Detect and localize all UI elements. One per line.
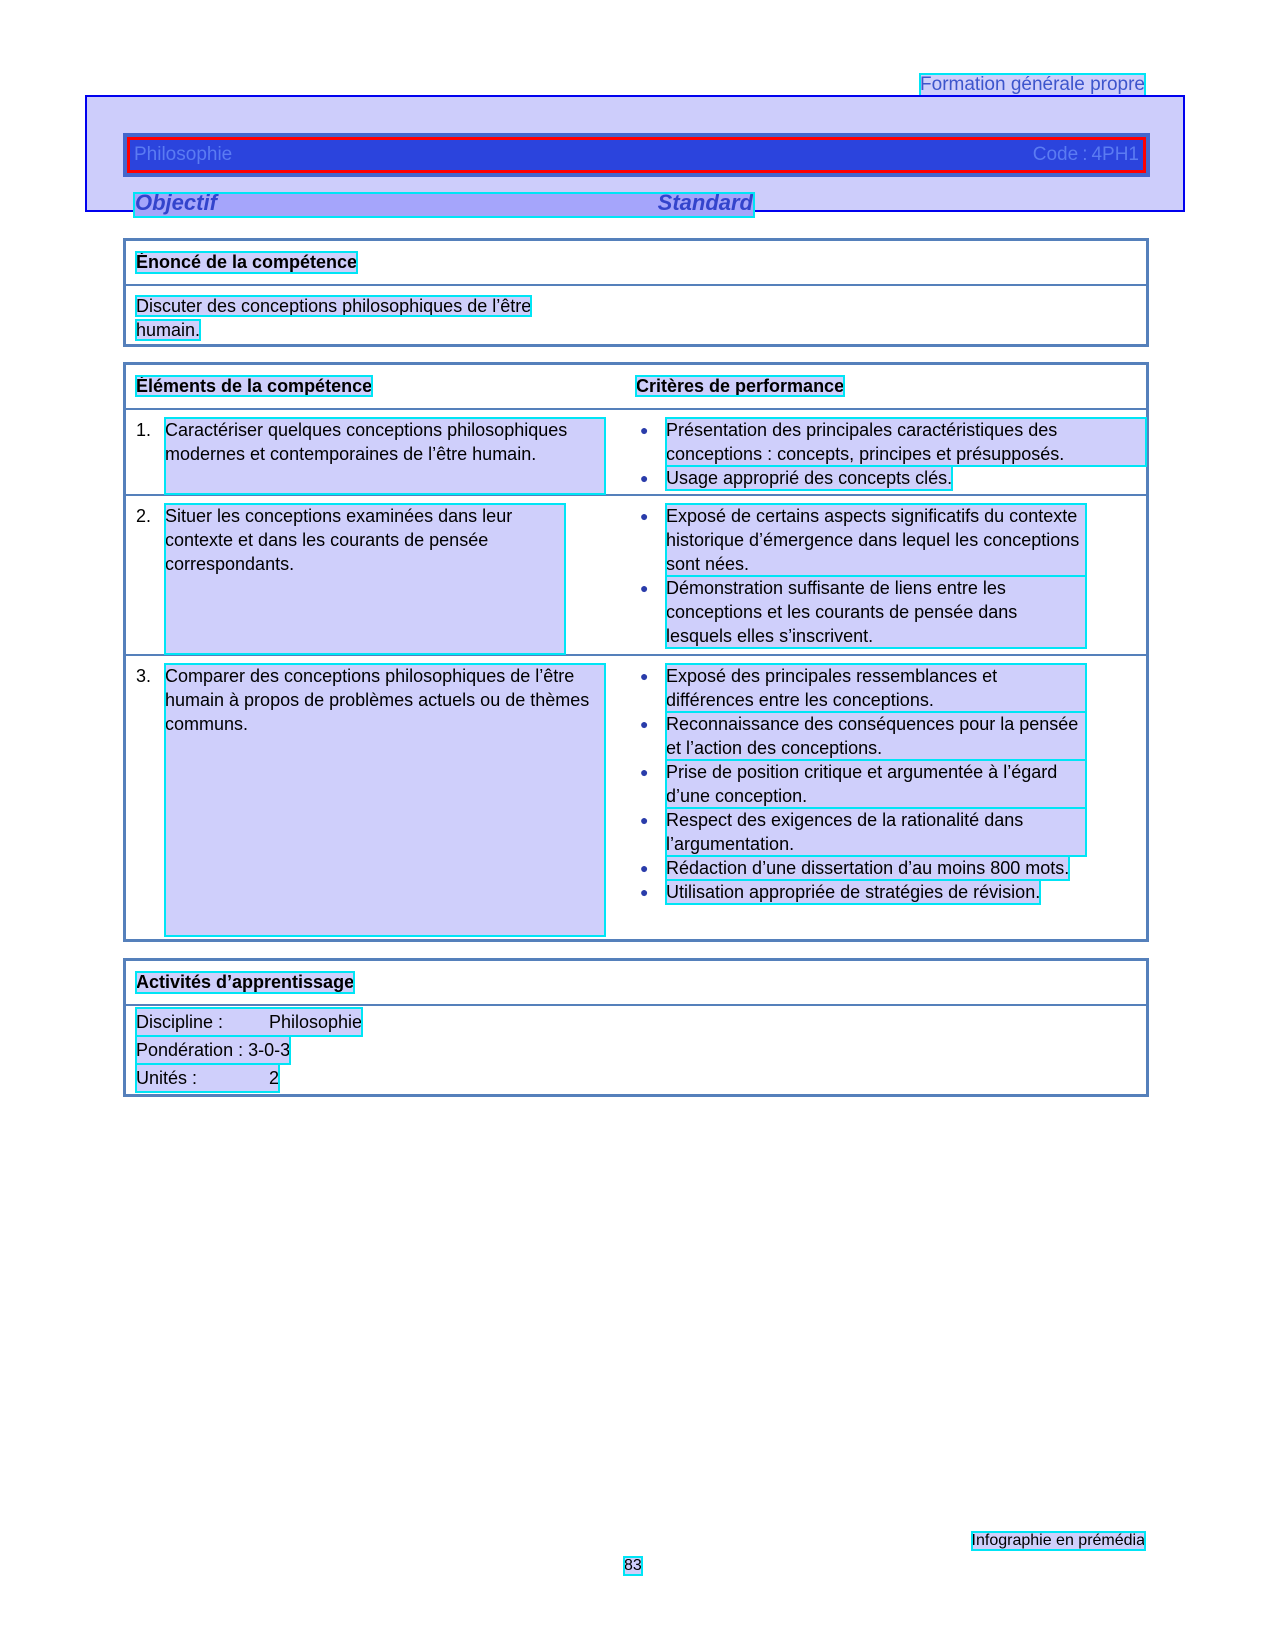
criterion-item: ● Présentation des principales caractéristiques des conceptions : concepts, principes et présupposés. [636,418,1146,466]
objectif-standard-row [135,190,753,216]
code-value: 4PH1 [1091,144,1139,165]
criterion-item: ● Rédaction d’une dissertation d’au moins 800 mots. [636,856,1086,880]
criterion-item: ● Exposé des principales ressemblances et différences entre les conceptions. [636,664,1086,712]
criterion-item: ● Respect des exigences de la rationalité dans l’argumentation. [636,808,1086,856]
bullet-icon: ● [640,812,649,828]
discipline-row: Discipline : Philosophie [136,1008,1136,1036]
activites-card [123,958,1149,1097]
title-bar [123,133,1150,177]
bullet-icon: ● [640,470,649,486]
objectif-label: Objectif [135,190,217,215]
elements-card [123,362,1149,942]
enonce-heading: Énoncé de la compétence [136,252,358,272]
element-row-3: 3. Comparer des conceptions philosophiques de l’être humain à propos de problèmes actuels ou de thèmes communs. ● Exposé des principales ressemblances et différences entre les conceptions. ● Reconnaissance des conséquences pour la pensée et l’action des conceptions. ● Prise de position critique et argumentée à l’égard d’une conception. ● Respect des exigences de la rationalité dans l’argumentation. ● Rédaction d’une dissertation d’au moins 800 mots. ● Utilisation appropriée de stratégies de révision. [126,654,1146,936]
code-separator: : [1082,144,1088,165]
activites-heading: Activités d’apprentissage [136,972,355,992]
enonce-card [123,238,1149,347]
bullet-icon: ● [640,716,649,732]
bullet-icon: ● [640,884,649,900]
course-code [1033,144,1139,166]
criterion-item: ● Exposé de certains aspects significatifs du contexte historique d’émergence dans lequel les conceptions sont nées. [636,504,1086,576]
course-title: Philosophie [134,144,233,165]
bullet-icon: ● [640,668,649,684]
criterion-item: ● Usage approprié des concepts clés. [636,466,1146,490]
standard-label: Standard [657,190,753,215]
code-label: Code [1032,144,1079,165]
enonce-text: Discuter des conceptions philosophiques de l’être humain. [136,296,532,340]
criteria-heading: Critères de performance [636,376,845,396]
elements-heading: Éléments de la compétence [136,376,373,396]
course-header [85,95,1185,215]
bullet-icon: ● [640,580,649,596]
element-text: Situer les conceptions examinées dans leur contexte et dans les courants de pensée correspondants. [165,504,565,654]
criterion-item: ● Utilisation appropriée de stratégies de révision. [636,880,1086,904]
unites-row: Unités : 2 [136,1064,1136,1092]
criterion-item: ● Prise de position critique et argumentée à l’égard d’une conception. [636,760,1086,808]
element-row-1: 1. Caractériser quelques conceptions philosophiques modernes et contemporaines de l’être humain. ● Présentation des principales caractéristiques des conceptions : concepts, principes et présupposés. ● Usage approprié des concepts clés. [126,408,1146,494]
section-label: Formation générale propre [920,74,1145,95]
element-row-2: 2. Situer les conceptions examinées dans leur contexte et dans les courants de pensée correspondants. ● Exposé de certains aspects significatifs du contexte historique d’émergence dans lequel les conceptions sont nées. ● Démonstration suffisante de liens entre les conceptions et les courants de pensée dans lesquels elles s’inscrivent. [126,494,1146,654]
bullet-icon: ● [640,422,649,438]
bullet-icon: ● [640,764,649,780]
page-number: 83 [624,1557,642,1574]
criterion-item: ● Démonstration suffisante de liens entre les conceptions et les courants de pensée dans lesquels elles s’inscrivent. [636,576,1086,648]
criterion-item: ● Reconnaissance des conséquences pour la pensée et l’action des conceptions. [636,712,1086,760]
footer-program: Infographie en prémédia [971,1532,1145,1549]
ponderation-row: Pondération : 3-0-3 [136,1036,1136,1064]
element-text: Comparer des conceptions philosophiques de l’être humain à propos de problèmes actuels ou de thèmes communs. [165,664,605,936]
bullet-icon: ● [640,860,649,876]
bullet-icon: ● [640,508,649,524]
element-text: Caractériser quelques conceptions philosophiques modernes et contemporaines de l’être humain. [165,418,605,494]
